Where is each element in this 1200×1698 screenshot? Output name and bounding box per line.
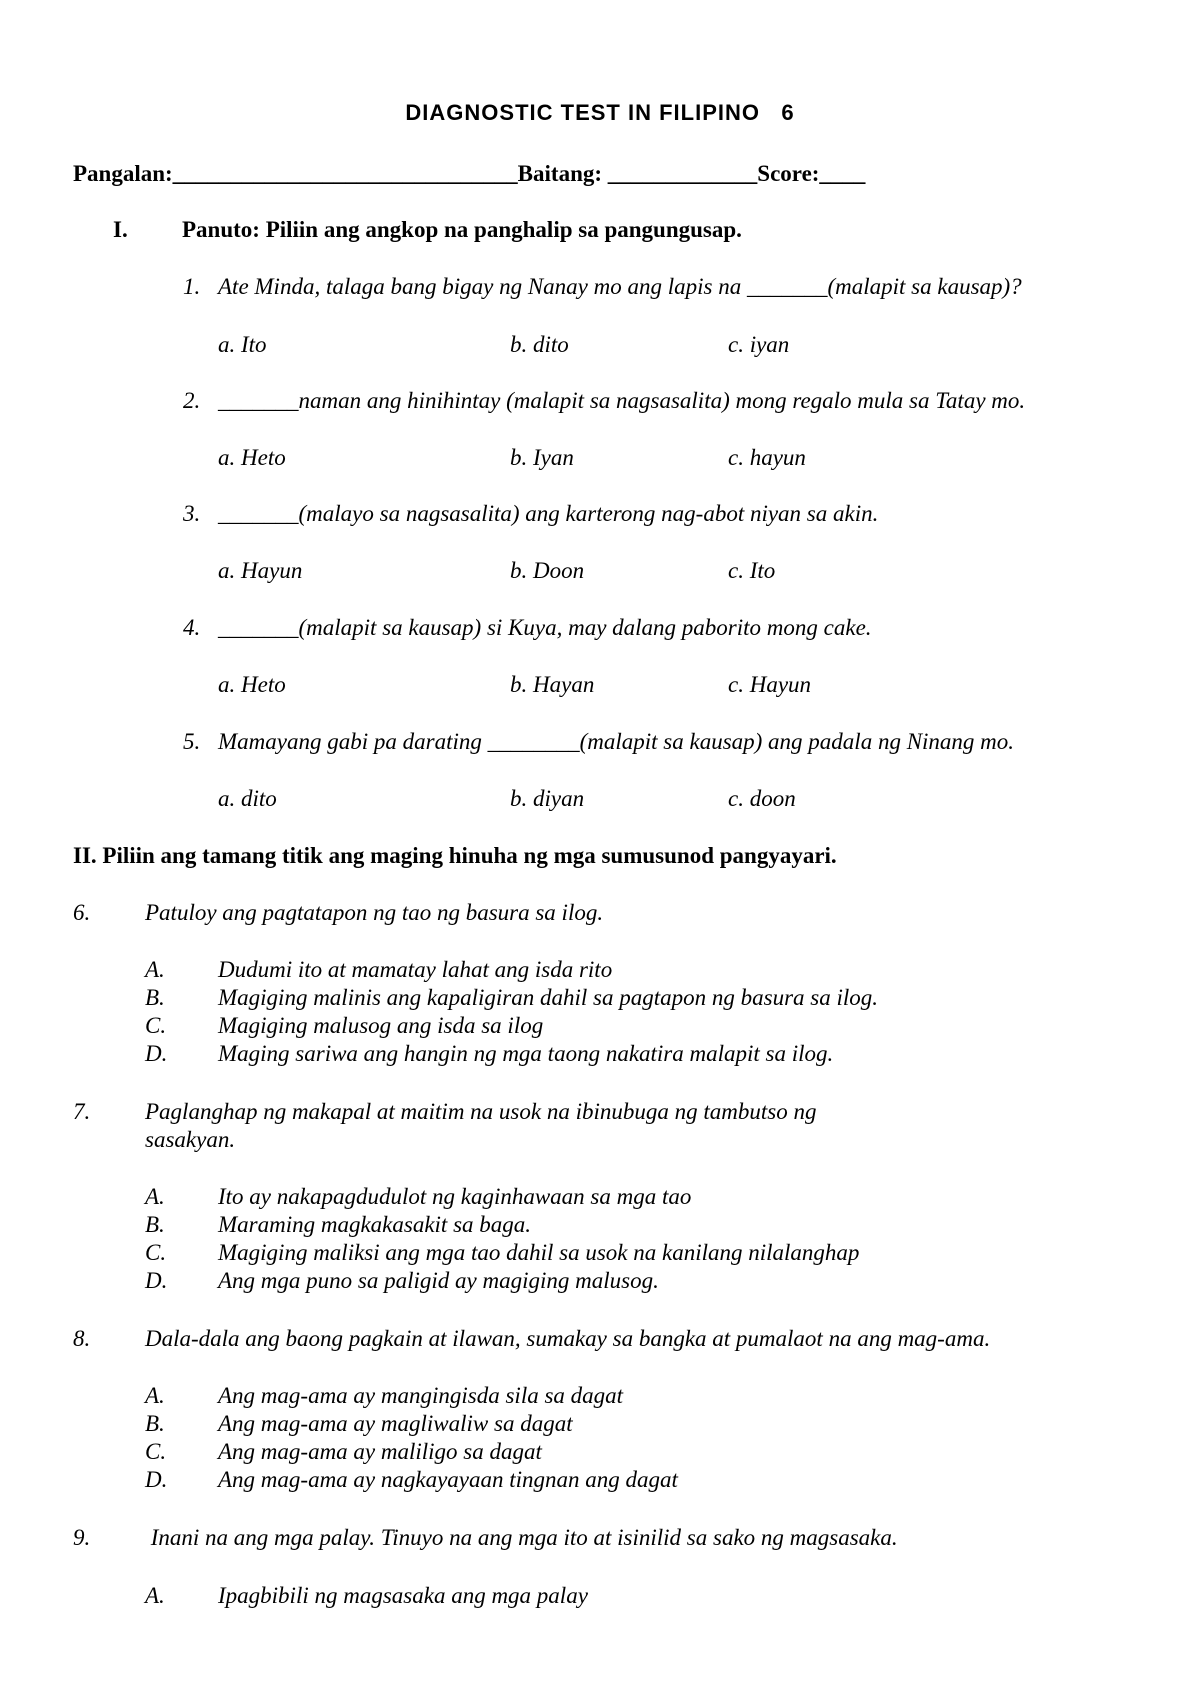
choice-c: c. iyan xyxy=(728,332,790,357)
question-text: Dala-dala ang baong pagkain at ilawan, sumakay sa bangka at pumalaot na ang mag-ama. xyxy=(145,1326,991,1351)
question-text: _______naman ang hinihintay (malapit sa nagsasalita) mong regalo mula sa Tatay mo. xyxy=(218,388,1026,413)
question-number: 7. xyxy=(73,1099,91,1124)
question-text: Patuloy ang pagtatapon ng tao ng basura sa ilog. xyxy=(145,900,604,925)
choice-c: c. hayun xyxy=(728,445,806,470)
question-text: Mamayang gabi pa darating ________(malapit sa kausap) ang padala ng Ninang mo. xyxy=(218,729,1015,754)
choice-letter: C. xyxy=(145,1240,167,1265)
question-number: 6. xyxy=(73,900,91,925)
section-2-instruction: II. Piliin ang tamang titik ang maging hinuha ng mga sumusunod pangyayari. xyxy=(73,843,837,868)
choice-letter: D. xyxy=(145,1041,168,1066)
choice-a: a. dito xyxy=(218,786,277,811)
choice-b: b. dito xyxy=(510,332,569,357)
choice-text: Maraming magkakasakit sa baga. xyxy=(218,1212,532,1237)
choice-text: Ang mag-ama ay maliligo sa dagat xyxy=(218,1439,542,1464)
question-number: 4. xyxy=(183,615,201,640)
choice-text: Magiging maliksi ang mga tao dahil sa usok na kanilang nilalanghap xyxy=(218,1240,860,1265)
choice-letter: A. xyxy=(145,1184,165,1209)
choice-c: c. Ito xyxy=(728,558,776,583)
choice-text: Maging sariwa ang hangin ng mga taong nakatira malapit sa ilog. xyxy=(218,1041,834,1066)
question-text: Inani na ang mga palay. Tinuyo na ang mga ito at isinilid sa sako ng magsasaka. xyxy=(145,1525,898,1550)
choice-letter: C. xyxy=(145,1013,167,1038)
student-info-line: Pangalan:______________________________Baitang: _____________Score:____ xyxy=(73,161,866,186)
choice-c: c. doon xyxy=(728,786,796,811)
choice-text: Ang mag-ama ay nagkayayaan tingnan ang dagat xyxy=(218,1467,678,1492)
choice-letter: B. xyxy=(145,1411,165,1436)
choice-letter: B. xyxy=(145,1212,165,1237)
choice-text: Ito ay nakapagdudulot ng kaginhawaan sa mga tao xyxy=(218,1184,692,1209)
choice-text: Magiging malusog ang isda sa ilog xyxy=(218,1013,544,1038)
choice-letter: A. xyxy=(145,1383,165,1408)
choice-letter: C. xyxy=(145,1439,167,1464)
choice-letter: A. xyxy=(145,1583,165,1608)
choice-text: Ang mag-ama ay mangingisda sila sa dagat xyxy=(218,1383,624,1408)
choice-a: a. Ito xyxy=(218,332,267,357)
section-1-instruction: Panuto: Piliin ang angkop na panghalip sa pangungusap. xyxy=(182,217,742,242)
question-text: _______(malapit sa kausap) si Kuya, may dalang paborito mong cake. xyxy=(218,615,872,640)
question-text: Paglanghap ng makapal at maitim na usok na ibinubuga ng tambutso ng xyxy=(145,1099,817,1124)
choice-letter: D. xyxy=(145,1467,168,1492)
choice-a: a. Hayun xyxy=(218,558,303,583)
question-text: Ate Minda, talaga bang bigay ng Nanay mo ang lapis na _______(malapit sa kausap)? xyxy=(218,274,1022,299)
choice-b: b. Doon xyxy=(510,558,585,583)
choice-text: Ipagbibili ng magsasaka ang mga palay xyxy=(218,1583,588,1608)
choice-letter: B. xyxy=(145,985,165,1010)
choice-text: Ang mga puno sa paligid ay magiging malusog. xyxy=(218,1268,659,1293)
choice-text: Magiging malinis ang kapaligiran dahil sa pagtapon ng basura sa ilog. xyxy=(218,985,879,1010)
question-number: 5. xyxy=(183,729,201,754)
choice-c: c. Hayun xyxy=(728,672,812,697)
choice-a: a. Heto xyxy=(218,672,286,697)
question-number: 8. xyxy=(73,1326,91,1351)
section-1-numeral: I. xyxy=(113,217,128,242)
question-number: 9. xyxy=(73,1525,91,1550)
choice-letter: D. xyxy=(145,1268,168,1293)
question-number: 2. xyxy=(183,388,201,413)
choice-text: Ang mag-ama ay magliwaliw sa dagat xyxy=(218,1411,573,1436)
page-title: DIAGNOSTIC TEST IN FILIPINO 6 xyxy=(405,100,795,125)
question-number: 1. xyxy=(183,274,201,299)
question-text: _______(malayo sa nagsasalita) ang karterong nag-abot niyan sa akin. xyxy=(218,501,879,526)
choice-a: a. Heto xyxy=(218,445,286,470)
choice-letter: A. xyxy=(145,957,165,982)
choice-b: b. Hayan xyxy=(510,672,595,697)
question-text-continued: sasakyan. xyxy=(145,1127,236,1152)
choice-b: b. diyan xyxy=(510,786,585,811)
question-number: 3. xyxy=(183,501,201,526)
choice-text: Dudumi ito at mamatay lahat ang isda rito xyxy=(218,957,613,982)
choice-b: b. Iyan xyxy=(510,445,574,470)
